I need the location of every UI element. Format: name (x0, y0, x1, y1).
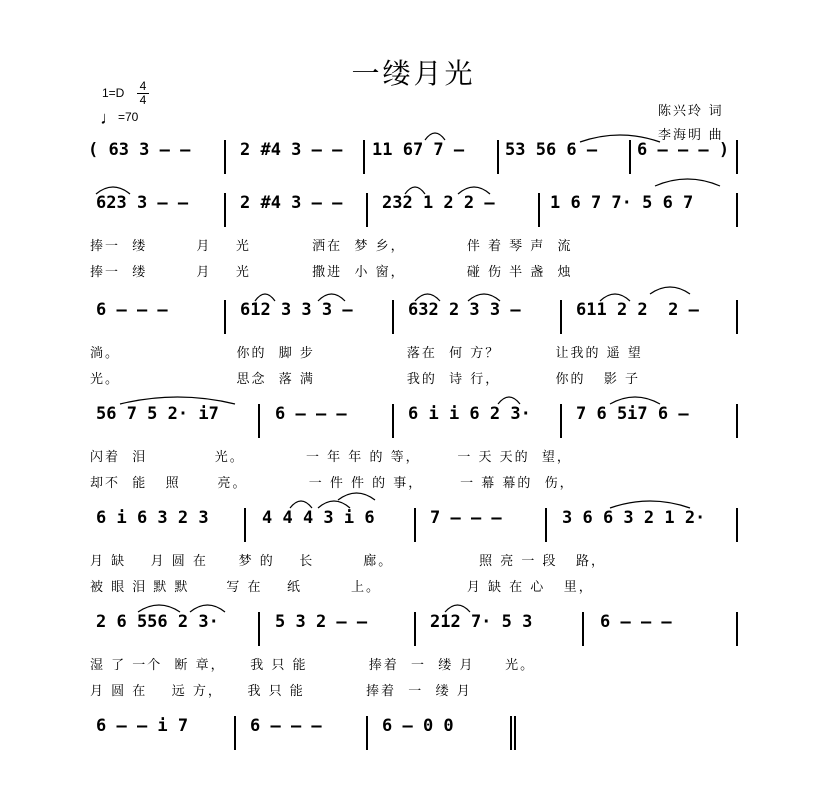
slur (120, 397, 235, 404)
bar-line (234, 716, 236, 750)
measure: 6 – – – ) (637, 140, 730, 160)
score-system (0, 612, 827, 699)
score-system (0, 508, 827, 595)
score-system (0, 404, 827, 491)
bar-line (414, 508, 416, 542)
measure: 4 4 4 3 i 6 (262, 508, 375, 528)
lyric-line: 却不 能 照 亮。 一 件 件 的 事， 一 幕 幕的 伤， (90, 476, 575, 491)
song-title: 一缕月光 (351, 57, 476, 90)
lyric-line: 闪着 泪 光。 一 年 年 的 等， 一 天 天的 望， (90, 450, 572, 465)
slur (318, 501, 350, 508)
lyric-line: 光。 思念 落 满 我的 诗 行， 你的 影 子 (90, 372, 641, 387)
measure: 212 7· 5 3 (430, 612, 533, 632)
slur (498, 397, 520, 404)
measure: 7 6 5i7 6 – (576, 404, 689, 424)
measure: 612 3 3 3 – (240, 300, 353, 320)
bar-line (392, 404, 394, 438)
bar-line (736, 300, 738, 334)
measure: 7 – – – (430, 508, 502, 528)
bar-line (736, 508, 738, 542)
measure: 6 – – – (275, 404, 347, 424)
score-system (0, 716, 827, 756)
measure: 6 i i 6 2 3· (408, 404, 531, 424)
bar-line (258, 612, 260, 646)
bar-line (224, 300, 226, 334)
lyricist-credit: 陈兴玲 词 (658, 103, 724, 118)
lyric-line: 淌。 你的 脚 步 落在 何 方？ 让我的 遥 望 (90, 346, 643, 361)
measure: 6 – 0 0 (382, 716, 454, 736)
measure: 53 56 6 – (505, 140, 598, 160)
lyric-line: 捧一 缕 月 光 洒在 梦 乡， 伴 着 琴 声 流 (90, 239, 573, 254)
quarter-note-icon: ♩ (100, 108, 118, 128)
bar-line (244, 508, 246, 542)
tempo-value: =70 (118, 110, 139, 124)
measure: 6 – – – (250, 716, 322, 736)
bar-line (510, 716, 512, 750)
measure: 5 3 2 – – (275, 612, 368, 632)
composer-credit: 李海明 曲 (658, 127, 724, 142)
measure: 6 – – – (600, 612, 672, 632)
measure: 623 3 – – (96, 193, 189, 213)
measure: 2 #4 3 – – (240, 193, 343, 213)
measure: 6 – – – (96, 300, 168, 320)
slur (655, 179, 720, 186)
bar-line (224, 193, 226, 227)
slur (425, 133, 445, 140)
measure: 56 7 5 2· i7 (96, 404, 219, 424)
bar-line (736, 404, 738, 438)
tempo-marking (100, 108, 138, 129)
measure: 2 #4 3 – – (240, 140, 343, 160)
bar-line (538, 193, 540, 227)
score-system (0, 300, 827, 387)
lyric-line: 湿 了 一个 断 章， 我 只 能 捧着 一 缕 月 光。 (90, 658, 536, 673)
bar-line (392, 300, 394, 334)
lyric-line: 月 缺 月 圆 在 梦 的 长 廊。 照 亮 一 段 路， (90, 554, 606, 569)
measure: 11 67 7 – (372, 140, 465, 160)
key-signature: 1=D (102, 86, 125, 100)
slur (290, 501, 312, 508)
bar-line (514, 716, 516, 750)
measure: 6 – – i 7 (96, 716, 189, 736)
slur (610, 501, 690, 508)
bar-line (736, 140, 738, 174)
bar-line (560, 300, 562, 334)
slur (190, 605, 225, 612)
bar-line (258, 404, 260, 438)
measure: 6 i 6 3 2 3 (96, 508, 209, 528)
measure: 1 6 7 7· 5 6 7 (550, 193, 694, 213)
time-signature-bottom: 4 (139, 93, 147, 107)
bar-line (545, 508, 547, 542)
bar-line (497, 140, 499, 174)
slur (338, 493, 375, 500)
slur (610, 397, 660, 404)
score-system (0, 140, 827, 180)
bar-line (582, 612, 584, 646)
bar-line (414, 612, 416, 646)
measure: ( 63 3 – – (88, 140, 191, 160)
measure: 611 2 2 2 – (576, 300, 699, 320)
bar-line (366, 193, 368, 227)
bar-line (366, 716, 368, 750)
slur (445, 605, 470, 612)
bar-line (629, 140, 631, 174)
bar-line (736, 193, 738, 227)
measure: 2 6 556 2 3· (96, 612, 219, 632)
lyric-line: 捧一 缕 月 光 撒进 小 窗， 碰 伤 半 盏 烛 (90, 265, 573, 280)
lyric-line: 月 圆 在 远 方， 我 只 能 捧着 一 缕 月 (90, 684, 472, 699)
time-signature (136, 80, 150, 107)
lyric-line: 被 眼 泪 默 默 写 在 纸 上。 月 缺 在 心 里， (90, 580, 594, 595)
measure: 232 1 2 2 – (382, 193, 495, 213)
bar-line (736, 612, 738, 646)
slur (138, 605, 180, 612)
measure: 3 6 6 3 2 1 2· (562, 508, 706, 528)
slur (650, 287, 690, 294)
score-system (0, 193, 827, 280)
bar-line (560, 404, 562, 438)
measure: 632 2 3 3 – (408, 300, 521, 320)
bar-line (224, 140, 226, 174)
bar-line (363, 140, 365, 174)
time-signature-top: 4 (139, 79, 147, 93)
